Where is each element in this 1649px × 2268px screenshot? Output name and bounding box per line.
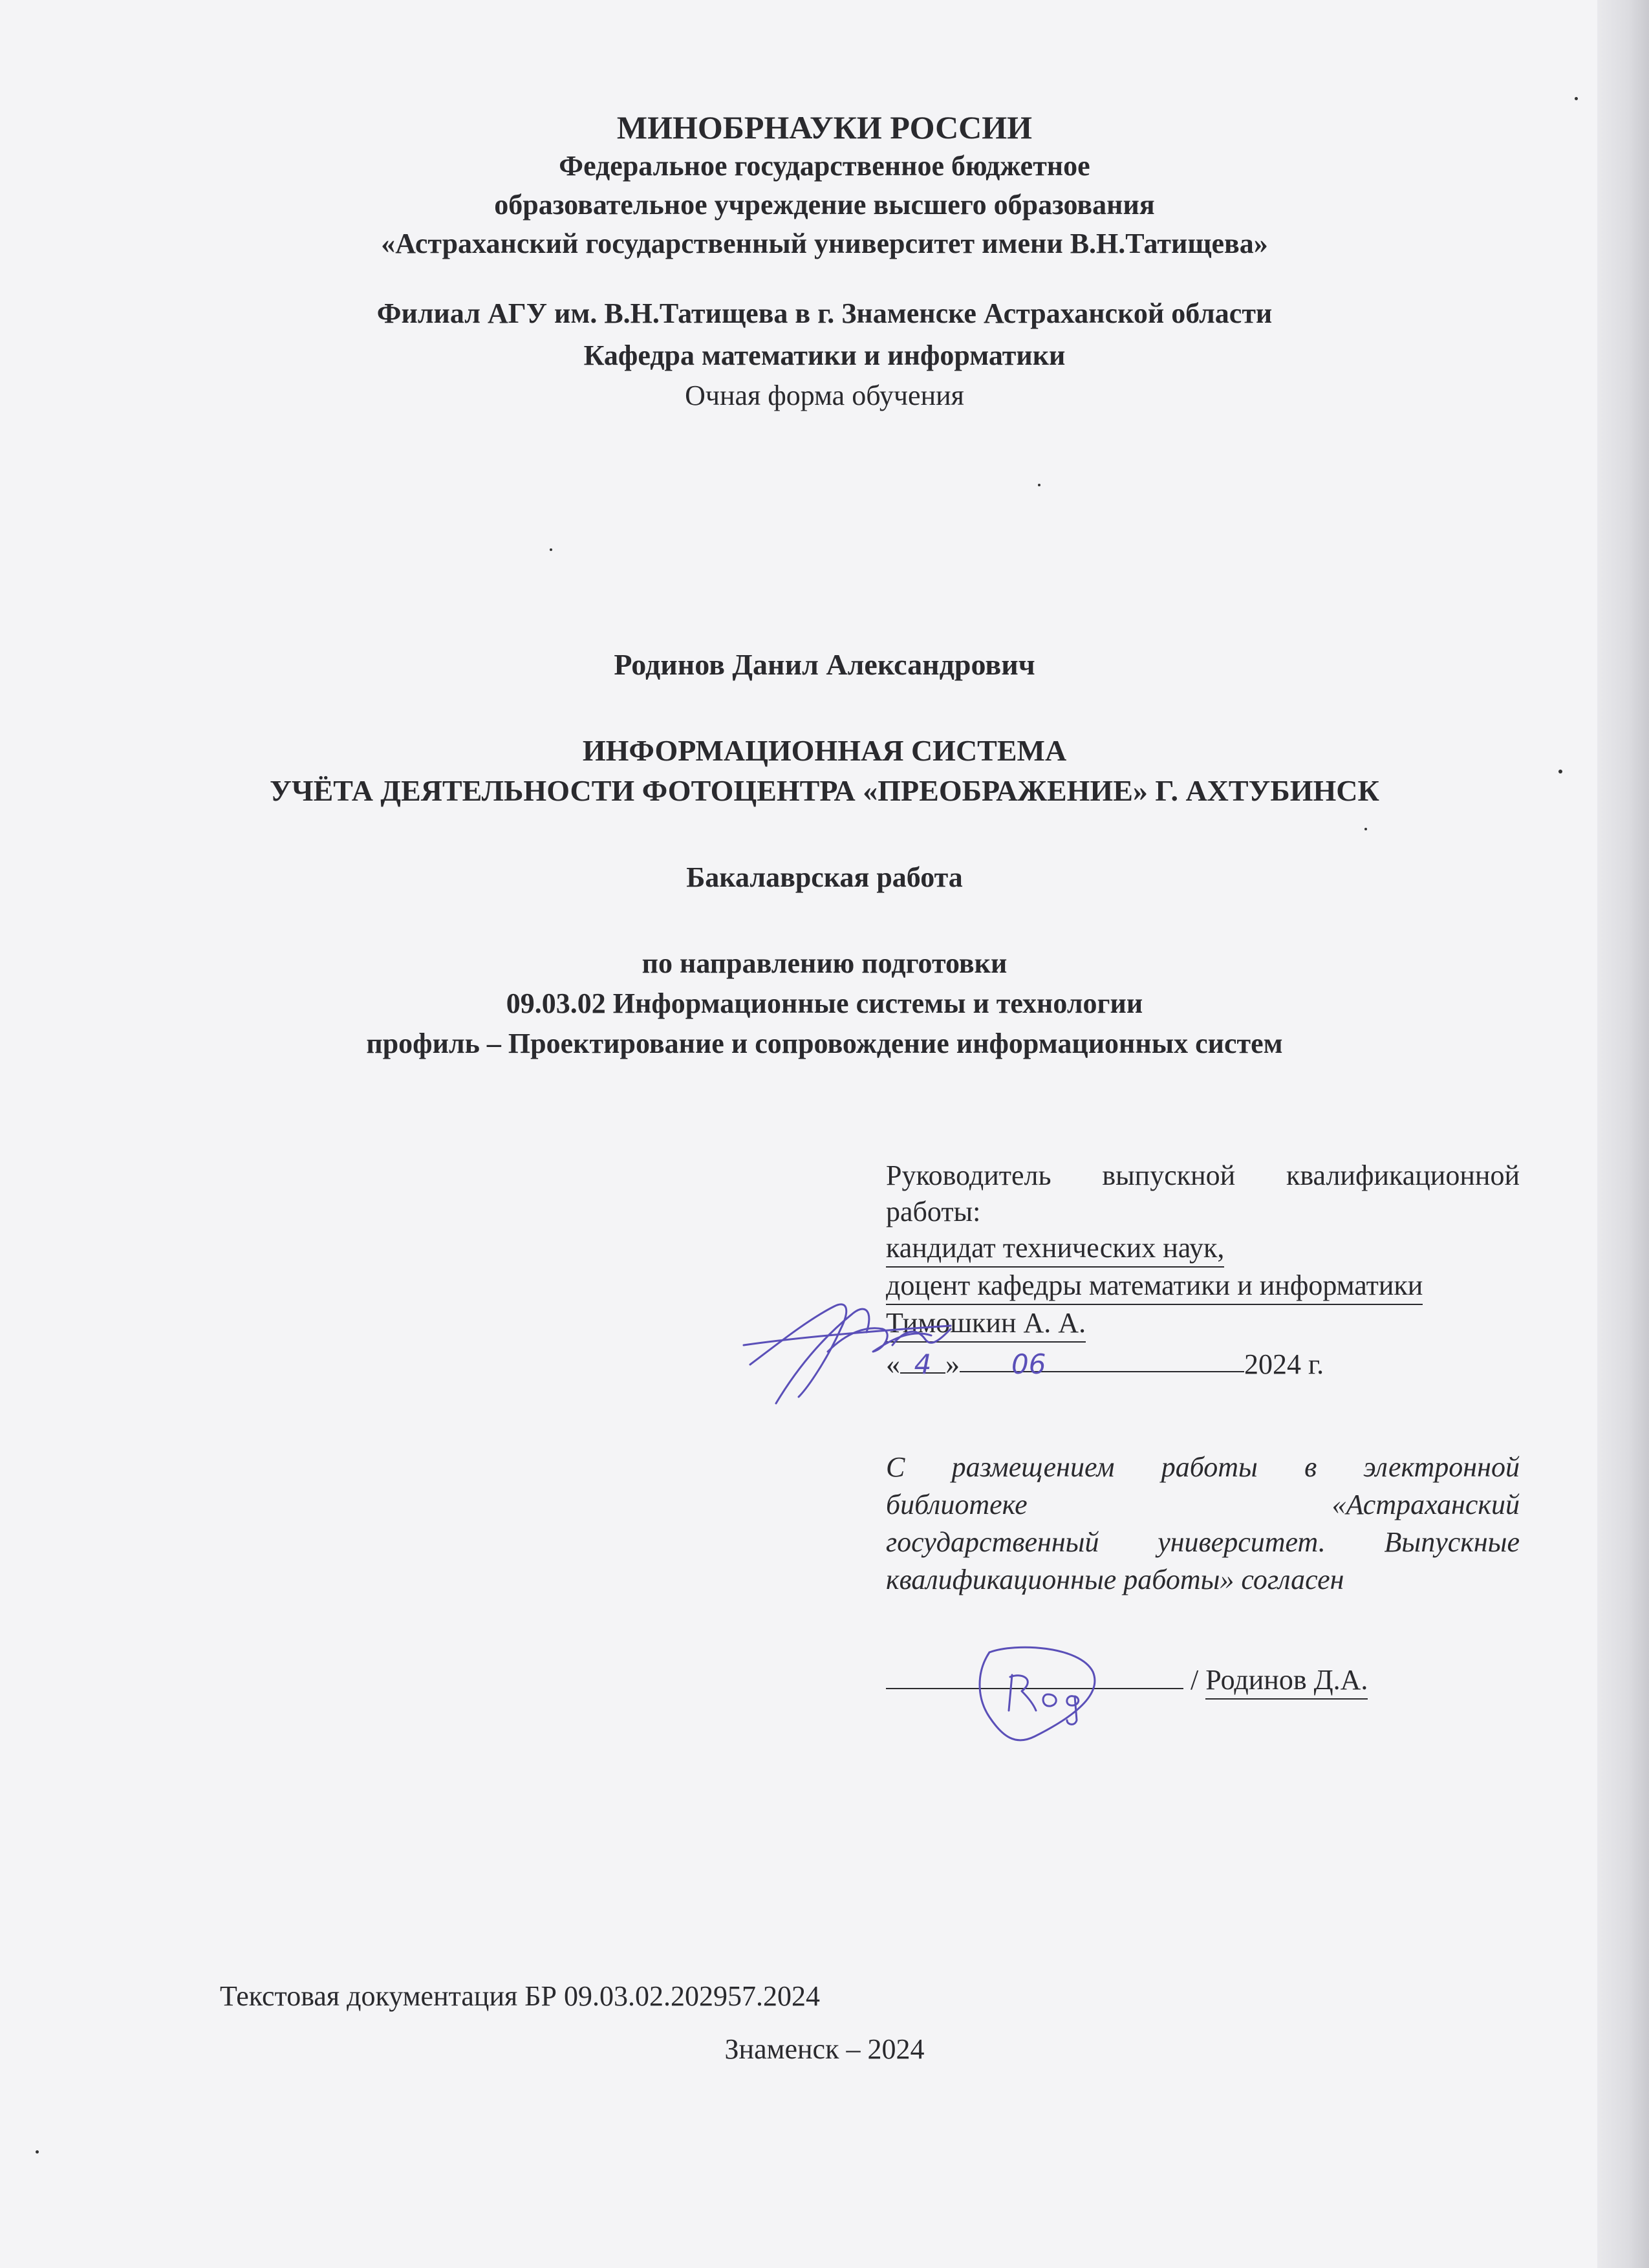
work-type: Бакалаврская работа bbox=[686, 861, 963, 893]
supervisor-word-2: выпускной bbox=[1102, 1160, 1236, 1191]
supervisor-word-1: Руководитель bbox=[886, 1160, 1051, 1191]
city-year: Знаменск – 2024 bbox=[724, 2033, 925, 2065]
supervisor-role-line-2: работы: bbox=[886, 1196, 981, 1227]
study-form: Очная форма обучения bbox=[685, 380, 964, 411]
direction-label: по направлению подготовки bbox=[641, 947, 1008, 979]
supervisor-role-line bbox=[886, 1158, 1520, 1194]
supervisor-position: доцент кафедры математики и информатики bbox=[886, 1268, 1423, 1305]
institution-line-1: Федеральное государственное бюджетное bbox=[559, 150, 1090, 182]
consent-word: университет. bbox=[1158, 1526, 1326, 1558]
author-name: Родинов Данил Александрович bbox=[614, 648, 1035, 681]
supervisor-degree: кандидат технических наук, bbox=[886, 1230, 1224, 1268]
date-day-handwritten: 4 bbox=[914, 1348, 932, 1380]
department-name: Кафедра математики и информатики bbox=[583, 340, 1066, 371]
consent-word: «Астраханский bbox=[1331, 1489, 1520, 1520]
ministry-heading: МИНОБРНАУКИ РОССИИ bbox=[616, 109, 1033, 146]
scan-speck bbox=[36, 2150, 39, 2154]
supervisor-word-3: квалификационной bbox=[1286, 1160, 1520, 1191]
institution-line-2: образовательное учреждение высшего образования bbox=[494, 189, 1155, 221]
scan-speck bbox=[1364, 828, 1367, 830]
supervisor-date-line bbox=[886, 1346, 1520, 1383]
consent-word: работы bbox=[1161, 1451, 1258, 1483]
consent-line-4: квалификационные работы» согласен bbox=[886, 1564, 1344, 1595]
consent-word: государственный bbox=[886, 1526, 1099, 1558]
consent-word: в bbox=[1304, 1451, 1317, 1483]
branch-name: Филиал АГУ им. В.Н.Татищева в г. Знаменске Астраханской области bbox=[376, 297, 1273, 329]
consent-word: электронной bbox=[1363, 1451, 1520, 1483]
scan-speck bbox=[1558, 770, 1562, 773]
date-month-handwritten: 06 bbox=[1011, 1348, 1046, 1380]
student-name: Родинов Д.А. bbox=[1205, 1662, 1368, 1700]
thesis-title-line-1: ИНФОРМАЦИОННАЯ СИСТЕМА bbox=[582, 734, 1067, 767]
direction-code: 09.03.02 Информационные системы и технологии bbox=[506, 988, 1143, 1019]
institution-line-3: «Астраханский государственный университет имени В.Н.Татищева» bbox=[381, 228, 1268, 259]
supervisor-name: Тимошкин А. А. bbox=[886, 1305, 1086, 1343]
scan-speck bbox=[1038, 484, 1040, 486]
scan-speck bbox=[550, 548, 552, 551]
date-year: 2024 г. bbox=[1244, 1348, 1324, 1380]
date-month-field bbox=[960, 1346, 1244, 1380]
supervisor-block bbox=[886, 1158, 1520, 1383]
consent-line-2 bbox=[886, 1486, 1520, 1524]
date-open-quote: « bbox=[886, 1348, 900, 1380]
signature-separator: / bbox=[1191, 1664, 1199, 1696]
supervisor-signature bbox=[737, 1268, 970, 1410]
scan-speck bbox=[1575, 97, 1578, 100]
consent-word: библиотеке bbox=[886, 1489, 1028, 1520]
direction-profile: профиль – Проектирование и сопровождение информационных систем bbox=[366, 1028, 1283, 1059]
consent-word: Выпускные bbox=[1384, 1526, 1520, 1558]
student-signature bbox=[964, 1639, 1119, 1756]
thesis-title-line-2: УЧЁТА ДЕЯТЕЛЬНОСТИ ФОТОЦЕНТРА «ПРЕОБРАЖЕНИЕ» Г. АХТУБИНСК bbox=[270, 774, 1379, 807]
consent-line-1 bbox=[886, 1449, 1520, 1486]
doc-reference: Текстовая документация БР 09.03.02.202957.2024 bbox=[220, 1980, 820, 2012]
consent-line-3 bbox=[886, 1524, 1520, 1561]
page-edge-shadow bbox=[1597, 0, 1649, 2268]
date-close-quote: » bbox=[945, 1348, 960, 1380]
consent-word: С bbox=[886, 1451, 905, 1483]
consent-word: размещением bbox=[951, 1451, 1115, 1483]
consent-block bbox=[886, 1449, 1520, 1599]
